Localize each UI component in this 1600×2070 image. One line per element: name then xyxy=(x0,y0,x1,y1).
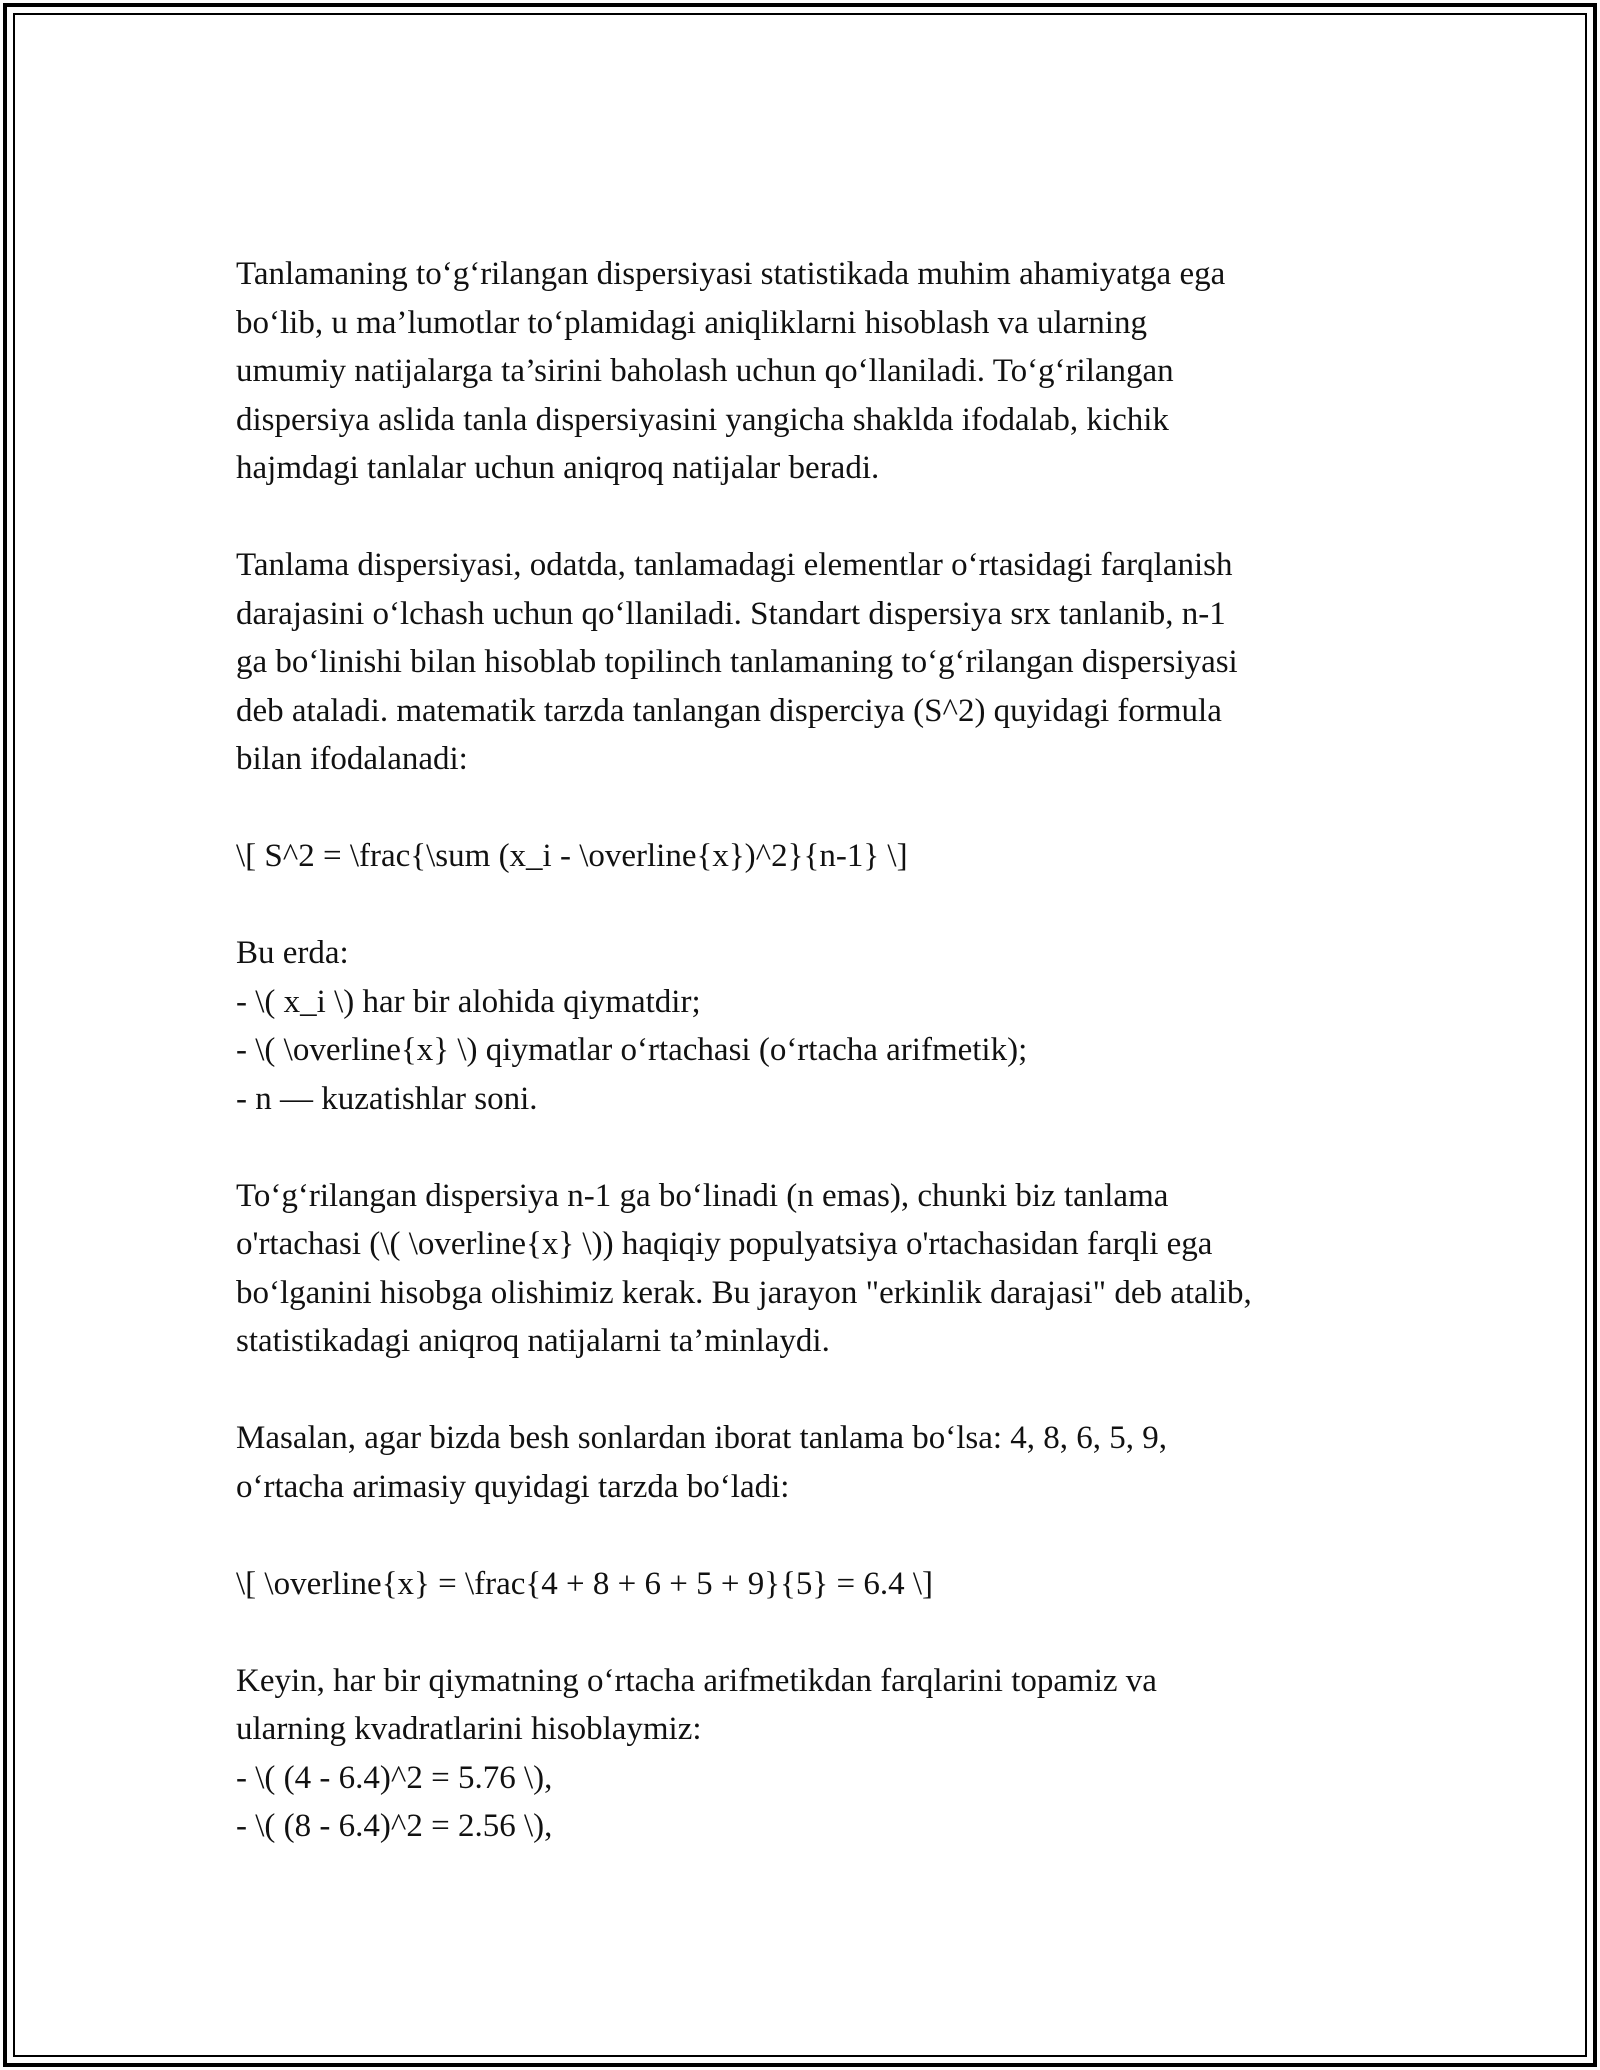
text-line: hajmdagi tanlalar uchun aniqroq natijalar beradi. xyxy=(236,450,880,486)
text-line: bo‘lib, u ma’lumotlar to‘plamidagi aniqliklarni hisoblash va ularning xyxy=(236,304,1147,341)
list-item: - \( (8 - 6.4)^2 = 2.56 \), xyxy=(236,1808,553,1844)
text-line: Tanlamaning to‘g‘rilangan dispersiyasi statistikada muhim ahamiyatga ega xyxy=(236,256,1226,292)
text-line: deb ataladi. matematik tarzda tanlangan disperciya (S^2) quyidagi formula xyxy=(236,692,1222,729)
text-line: statistikadagi aniqroq natijalarni ta’minlaydi. xyxy=(236,1323,830,1359)
text-line: To‘g‘rilangan dispersiya n-1 ga bo‘linadi (n emas), chunki biz tanlama xyxy=(236,1177,1169,1214)
formula-mean xyxy=(236,1560,1386,1609)
paragraph-definition xyxy=(236,541,1386,784)
text-line: bo‘lganini hisobga olishimiz kerak. Bu jarayon "erkinlik darajasi" deb atalib, xyxy=(236,1274,1252,1311)
text-line: o‘rtacha arimasiy quyidagi tarzda bo‘ladi: xyxy=(236,1468,790,1505)
list-item: - \( (4 - 6.4)^2 = 5.76 \), xyxy=(236,1759,553,1796)
document-body xyxy=(236,250,1386,1899)
paragraph-intro xyxy=(236,250,1386,493)
text-line: bilan ifodalanadi: xyxy=(236,741,468,777)
text-line: dispersiya aslida tanla dispersiyasini yangicha shaklda ifodalab, kichik xyxy=(236,401,1169,438)
paragraph-steps xyxy=(236,1657,1386,1851)
list-item: - n — kuzatishlar soni. xyxy=(236,1080,538,1117)
text-line: ularning kvadratlarini hisoblaymiz: xyxy=(236,1711,702,1747)
paragraph-example xyxy=(236,1414,1386,1511)
formula-line: \[ S^2 = \frac{\sum (x_i - \overline{x})^2}{n-1} \] xyxy=(236,838,908,874)
text-line: Keyin, har bir qiymatning o‘rtacha arifmetikdan farqlarini topamiz va xyxy=(236,1662,1157,1699)
paragraph-legend xyxy=(236,929,1386,1123)
text-line: Masalan, agar bizda besh sonlardan iborat tanlama bo‘lsa: 4, 8, 6, 5, 9, xyxy=(236,1420,1168,1456)
text-line: Tanlama dispersiyasi, odatda, tanlamadagi elementlar o‘rtasidagi farqlanish xyxy=(236,547,1233,583)
list-item: - \( \overline{x} \) qiymatlar o‘rtachasi (o‘rtacha arifmetik); xyxy=(236,1032,1028,1068)
text-line: umumiy natijalarga ta’sirini baholash uchun qo‘llaniladi. To‘g‘rilangan xyxy=(236,353,1174,389)
text-line: darajasini o‘lchash uchun qo‘llaniladi. Standart dispersiya srx tanlanib, n-1 xyxy=(236,595,1226,632)
paragraph-explanation xyxy=(236,1172,1386,1366)
text-line: o'rtachasi (\( \overline{x} \)) haqiqiy populyatsiya o'rtachasidan farqli ega xyxy=(236,1226,1213,1262)
text-line: Bu erda: xyxy=(236,935,349,971)
list-item: - \( x_i \) har bir alohida qiymatdir; xyxy=(236,983,701,1020)
text-line: ga bo‘linishi bilan hisoblab topilinch tanlamaning to‘g‘rilangan dispersiyasi xyxy=(236,644,1238,680)
formula-variance xyxy=(236,832,1386,881)
formula-line: \[ \overline{x} = \frac{4 + 8 + 6 + 5 + 9}{5} = 6.4 \] xyxy=(236,1565,933,1602)
